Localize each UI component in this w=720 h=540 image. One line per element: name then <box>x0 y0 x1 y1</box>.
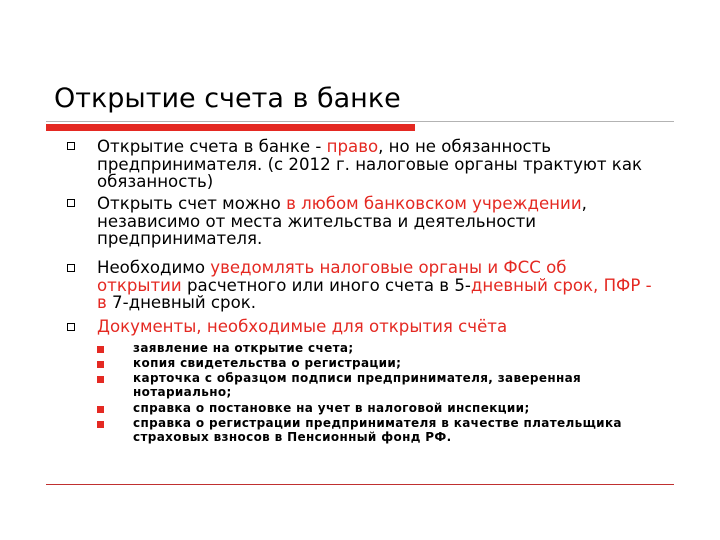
text-span: , но не обязанность <box>378 137 552 156</box>
filled-square-bullet-icon <box>97 406 104 413</box>
text-span: 7-дневный срок. <box>106 293 257 313</box>
title-accent-bar <box>46 124 415 131</box>
highlight-opening: открытии <box>97 275 182 295</box>
paragraph-any-bank <box>97 195 697 248</box>
filled-square-bullet-icon <box>97 361 104 368</box>
text-line: страховых взносов в Пенсионный фонд РФ. <box>133 430 452 445</box>
text-line: нотариально; <box>133 385 232 400</box>
paragraph-documents: Документы, необходимые для открытия счёта <box>97 317 508 336</box>
highlight-deadline: дневный срок, ПФР - <box>470 275 652 295</box>
hollow-square-bullet-icon <box>67 142 75 150</box>
slide-title: Открытие счета в банке <box>54 83 401 114</box>
text-span: Открыть счет можно <box>97 194 287 213</box>
list-item: копия свидетельства о регистрации; <box>133 356 402 370</box>
paragraph-notify <box>97 259 697 312</box>
text-span: Необходимо <box>97 258 211 277</box>
title-divider <box>46 121 674 122</box>
list-item <box>133 416 693 444</box>
text-line: карточка с образцом подписи предпринимателя, заверенная <box>133 371 582 385</box>
list-item: справка о постановке на учет в налоговой инспекции; <box>133 401 530 415</box>
text-line: справка о регистрации предпринимателя в качестве плательщика <box>133 416 622 430</box>
paragraph-account-right <box>97 138 697 191</box>
filled-square-bullet-icon <box>97 346 104 353</box>
hollow-square-bullet-icon <box>67 323 75 331</box>
hollow-square-bullet-icon <box>67 264 75 272</box>
text-span: , <box>581 194 587 213</box>
highlight-any-bank: в любом банковском учреждении <box>286 194 582 213</box>
filled-square-bullet-icon <box>97 376 104 383</box>
text-line: предпринимателя. <box>97 229 263 249</box>
highlight-in: в <box>97 293 107 313</box>
highlight-notify: уведомлять налоговые органы и ФСС об <box>210 258 567 277</box>
hollow-square-bullet-icon <box>67 199 75 207</box>
filled-square-bullet-icon <box>97 421 104 428</box>
text-line: независимо от места жительства и деятельности <box>97 211 537 231</box>
highlight-right: право <box>326 137 379 156</box>
text-span: расчетного или иного счета в 5- <box>181 275 471 295</box>
list-item: заявление на открытие счета; <box>133 341 354 355</box>
list-item <box>133 371 693 399</box>
footer-divider <box>46 484 674 485</box>
text-span: Открытие счета в банке - <box>97 137 327 156</box>
text-line: предпринимателя. (с 2012 г. налоговые органы трактуют как <box>97 154 643 174</box>
text-line: обязанность) <box>97 172 214 192</box>
